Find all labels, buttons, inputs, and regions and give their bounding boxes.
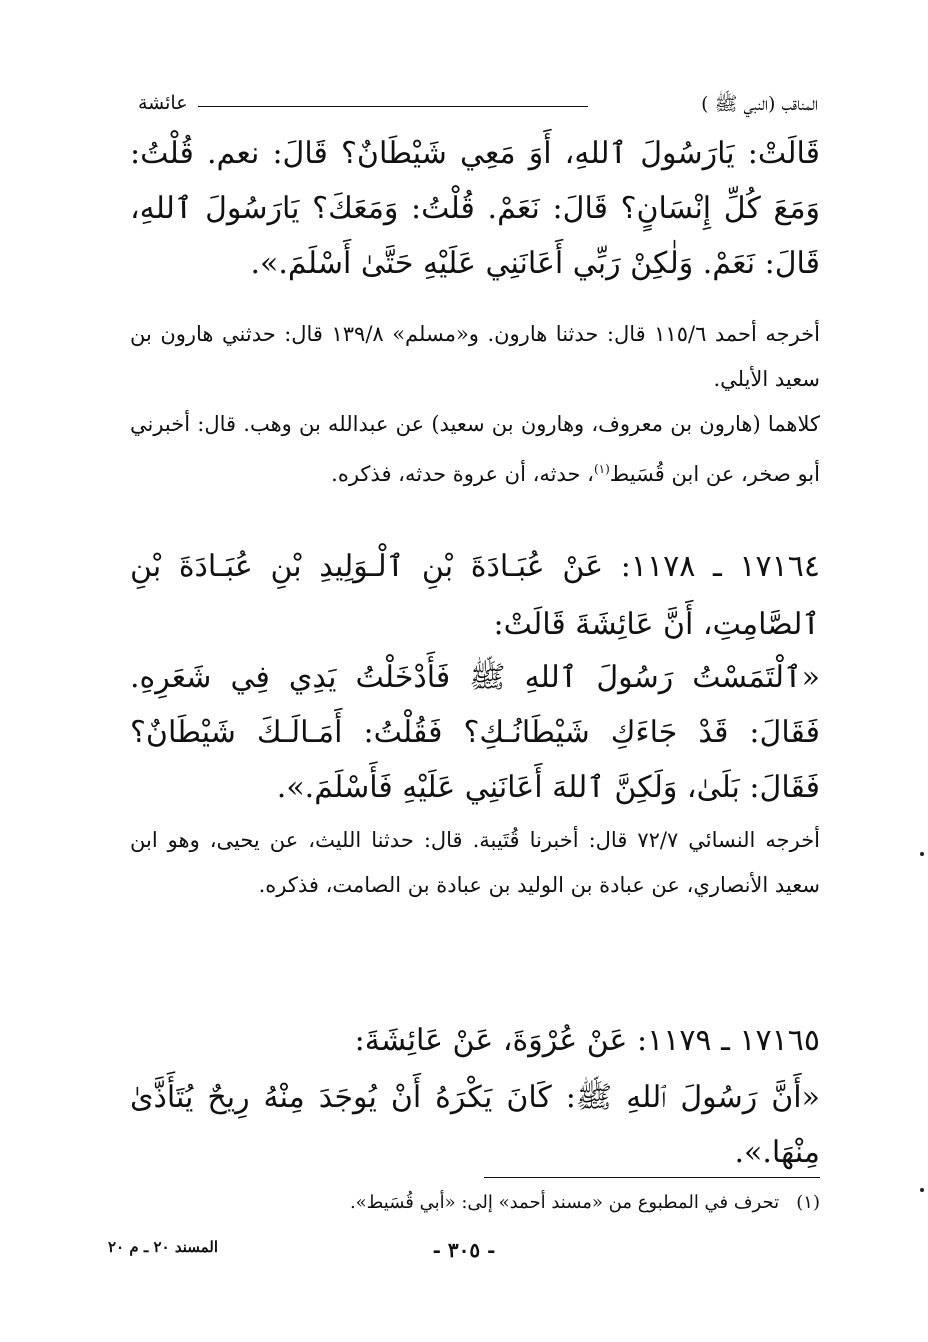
hadith-17164-heading-text: ١٧١٦٤ ـ ١١٧٨: عَنْ عُبَـادَةَ بْنِ ٱلْـوَلِيدِ بْنِ عُبَـادَةَ بْنِ ٱلصَّامِتِ، أَنَّ عَائِشَةَ قَالَتْ: <box>130 549 820 642</box>
footnote-number: (١) <box>796 1192 820 1213</box>
scan-mark <box>920 1188 924 1192</box>
running-header <box>138 92 818 122</box>
takhrij-2 <box>130 818 820 908</box>
footnote-text: تحرف في المطبوع من «مسند أحمد» إلى: «أبي قُسَيط». <box>349 1192 780 1213</box>
hadith-17165-body <box>130 1070 820 1180</box>
hadith-continuation-text: قَالَتْ: يَارَسُولَ ٱللهِ، أَوَ مَعِي شَيْطَانٌ؟ قَالَ: نعم. قُلْتُ: وَمَعَ كُلِّ إِنْسَانٍ؟ قَالَ: نَعَمْ. قُلْتُ: وَمَعَكَ؟ يَارَسُولَ ٱللهِ، قَالَ: نَعَمْ. وَلٰكِنْ رَبِّي أَعَانَنِي عَلَيْهِ حَتَّىٰ أَسْلَمَ.». <box>130 136 820 281</box>
header-chapter-title: المناقب (النبي ﷺ ) <box>701 93 818 115</box>
hadith-17165-text: «أَنَّ رَسُولَ ٱللهِ ﷺ: كَانَ يَكْرَهُ أَنْ يُوجَدَ مِنْهُ رِيحٌ يُتَأَذَّىٰ مِنْهَا.». <box>130 1080 820 1170</box>
hadith-17164-body <box>130 650 820 815</box>
hadith-17165-heading <box>130 1012 820 1070</box>
footnote <box>300 1192 820 1213</box>
footnote-separator <box>484 1177 820 1178</box>
takhrij-1-para-1: أخرجه أحمد ١١٥/٦ قال: حدثنا هارون. و«مسلم» ١٣٩/٨ قال: حدثني هارون بن سعيد الأيلي. <box>130 322 820 391</box>
hadith-17164-heading <box>130 538 820 654</box>
hadith-17164-text: «ٱلْتَمَسْتُ رَسُولَ ٱللهِ ﷺ فَأَدْخَلْتُ يَدِي فِي شَعَرِهِ. فَقَالَ: قَدْ جَاءَكِ شَيْطَانُـكِ؟ فَقُلْتُ: أَمَـالَـكَ شَيْطَانٌ؟ فَقَالَ: بَلَىٰ، وَلَكِنَّ ٱللهَ أَعَانَنِي عَلَيْهِ فَأَسْلَمَ.». <box>130 660 820 805</box>
header-rule <box>198 106 588 107</box>
printer-signature: المسند ٢٠ ـ م ٢٠ <box>108 1238 219 1256</box>
takhrij-1 <box>130 312 820 497</box>
footnote-marker: (١) <box>593 462 610 476</box>
takhrij-1-para-2-a: كلاهما (هارون بن معروف، وهارون بن سعيد) عن عبدالله بن وهب. قال: أخبرني أبو صخر، عن ابن قُسَيط <box>130 412 820 486</box>
hadith-continuation <box>130 126 820 291</box>
scan-mark <box>920 852 924 856</box>
takhrij-1-para-2 <box>130 402 820 497</box>
page-number: - ٣٠٥ - <box>432 1238 496 1262</box>
takhrij-1-para-2-b: ، حدثه، أن عروة حدثه، فذكره. <box>331 462 594 486</box>
takhrij-2-text: أخرجه النسائي ٧٢/٧ قال: أخبرنا قُتَيبة. قال: حدثنا الليث، عن يحيى، وهو ابن سعيد الأنصاري، عن عبادة بن الوليد بن عبادة بن الصامت، فذكره. <box>130 828 821 897</box>
hadith-17165-heading-text: ١٧١٦٥ ـ ١١٧٩: عَنْ عُرْوَةَ، عَنْ عَائِشَةَ: <box>354 1023 820 1058</box>
page-footer <box>108 1238 820 1268</box>
header-section-title: عائشة <box>138 92 188 114</box>
